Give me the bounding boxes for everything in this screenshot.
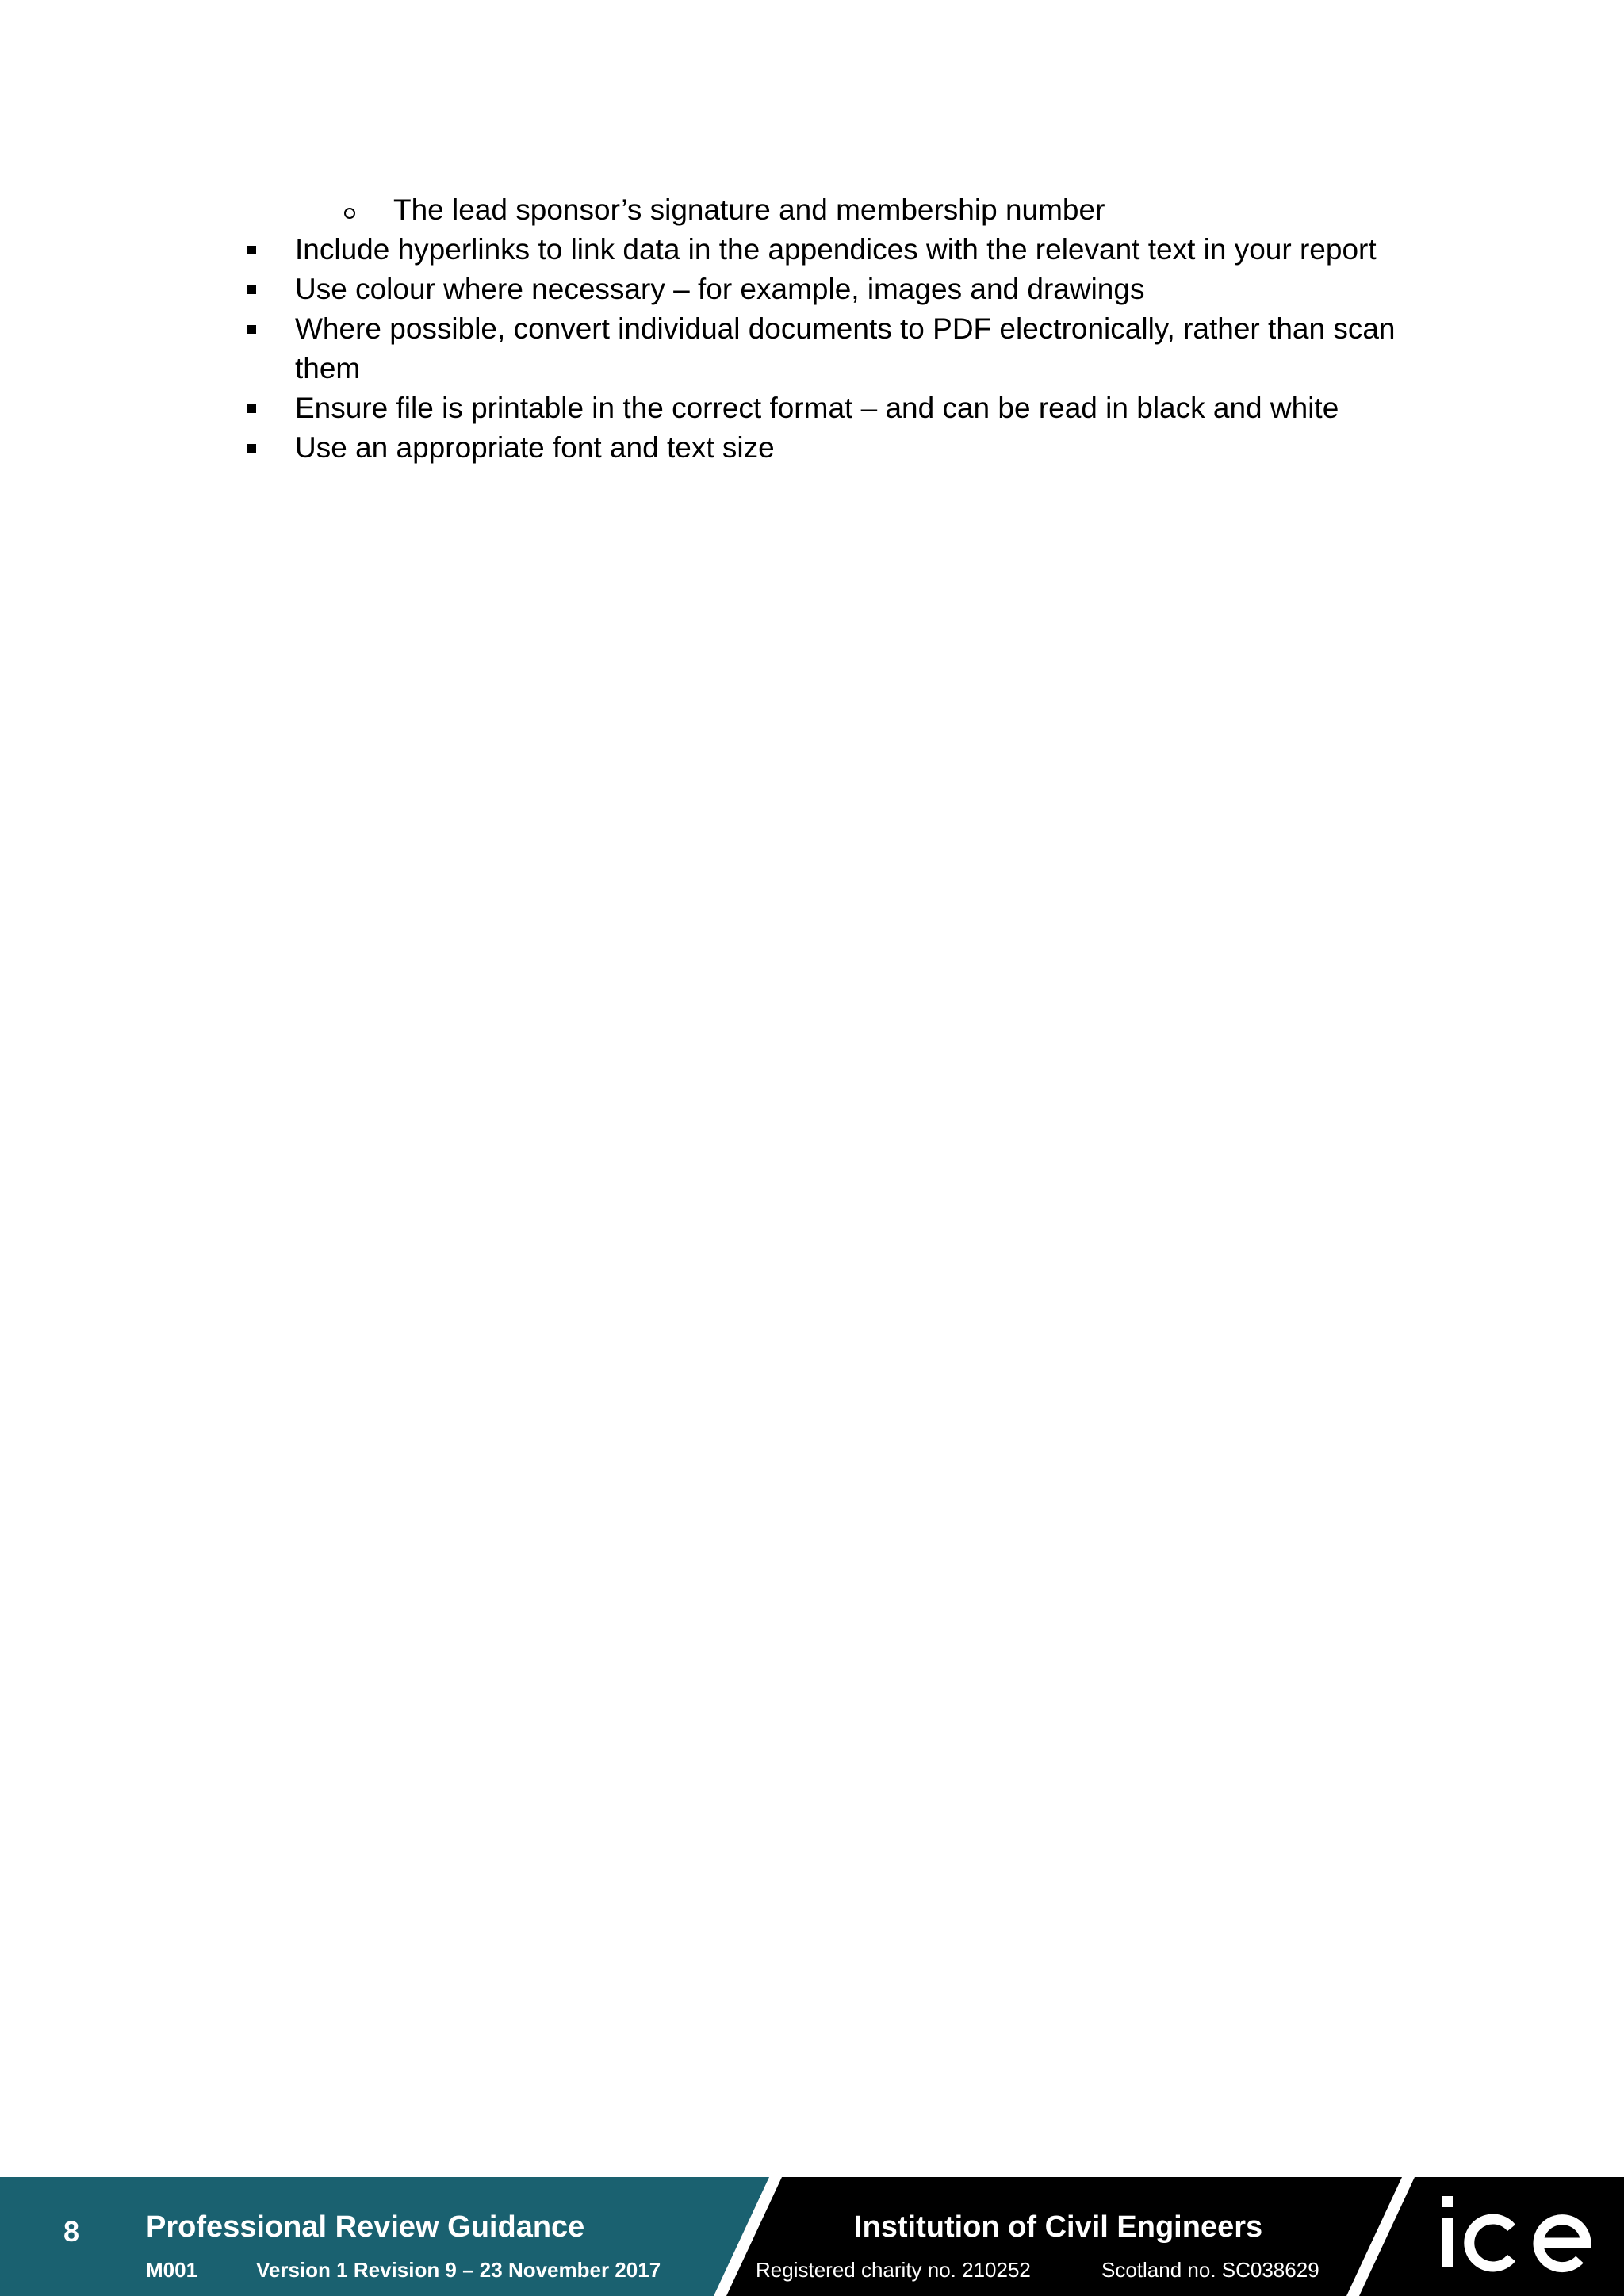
footer-scotland-number: Scotland no. SC038629: [1101, 2258, 1320, 2282]
bullet-list: [0, 190, 1624, 468]
page-number: 8: [63, 2215, 80, 2248]
list-item-text: Where possible, convert individual documents to PDF electronically, rather than scan them: [295, 312, 1396, 385]
list-item-text: The lead sponsor’s signature and membership number: [393, 193, 1105, 226]
page-footer: [0, 2177, 1624, 2296]
list-item-text: Use an appropriate font and text size: [295, 431, 775, 464]
circle-bullet-icon: [344, 208, 355, 219]
square-bullet-icon: [247, 285, 256, 294]
footer-doc-code: M001: [146, 2258, 198, 2282]
square-bullet-icon: [247, 325, 256, 334]
footer-doc-title: Professional Review Guidance: [146, 2210, 585, 2244]
list-item-text: Include hyperlinks to link data in the appendices with the relevant text in your report: [295, 233, 1377, 266]
list-item: [0, 309, 1437, 388]
list-item: [0, 388, 1437, 428]
footer-doc-version: Version 1 Revision 9 – 23 November 2017: [256, 2258, 661, 2282]
square-bullet-icon: [247, 404, 256, 413]
list-item: [0, 270, 1437, 309]
list-item-text: Use colour where necessary – for example, images and drawings: [295, 273, 1145, 305]
list-item: [0, 428, 1437, 468]
ice-logo-icon: [1434, 2196, 1592, 2275]
footer-charity-number: Registered charity no. 210252: [756, 2258, 1031, 2282]
square-bullet-icon: [247, 246, 256, 254]
square-bullet-icon: [247, 444, 256, 453]
list-item: [0, 230, 1437, 270]
list-item-text: Ensure file is printable in the correct format – and can be read in black and white: [295, 392, 1339, 424]
list-item: [0, 190, 1424, 230]
footer-org-name: Institution of Civil Engineers: [854, 2210, 1263, 2244]
